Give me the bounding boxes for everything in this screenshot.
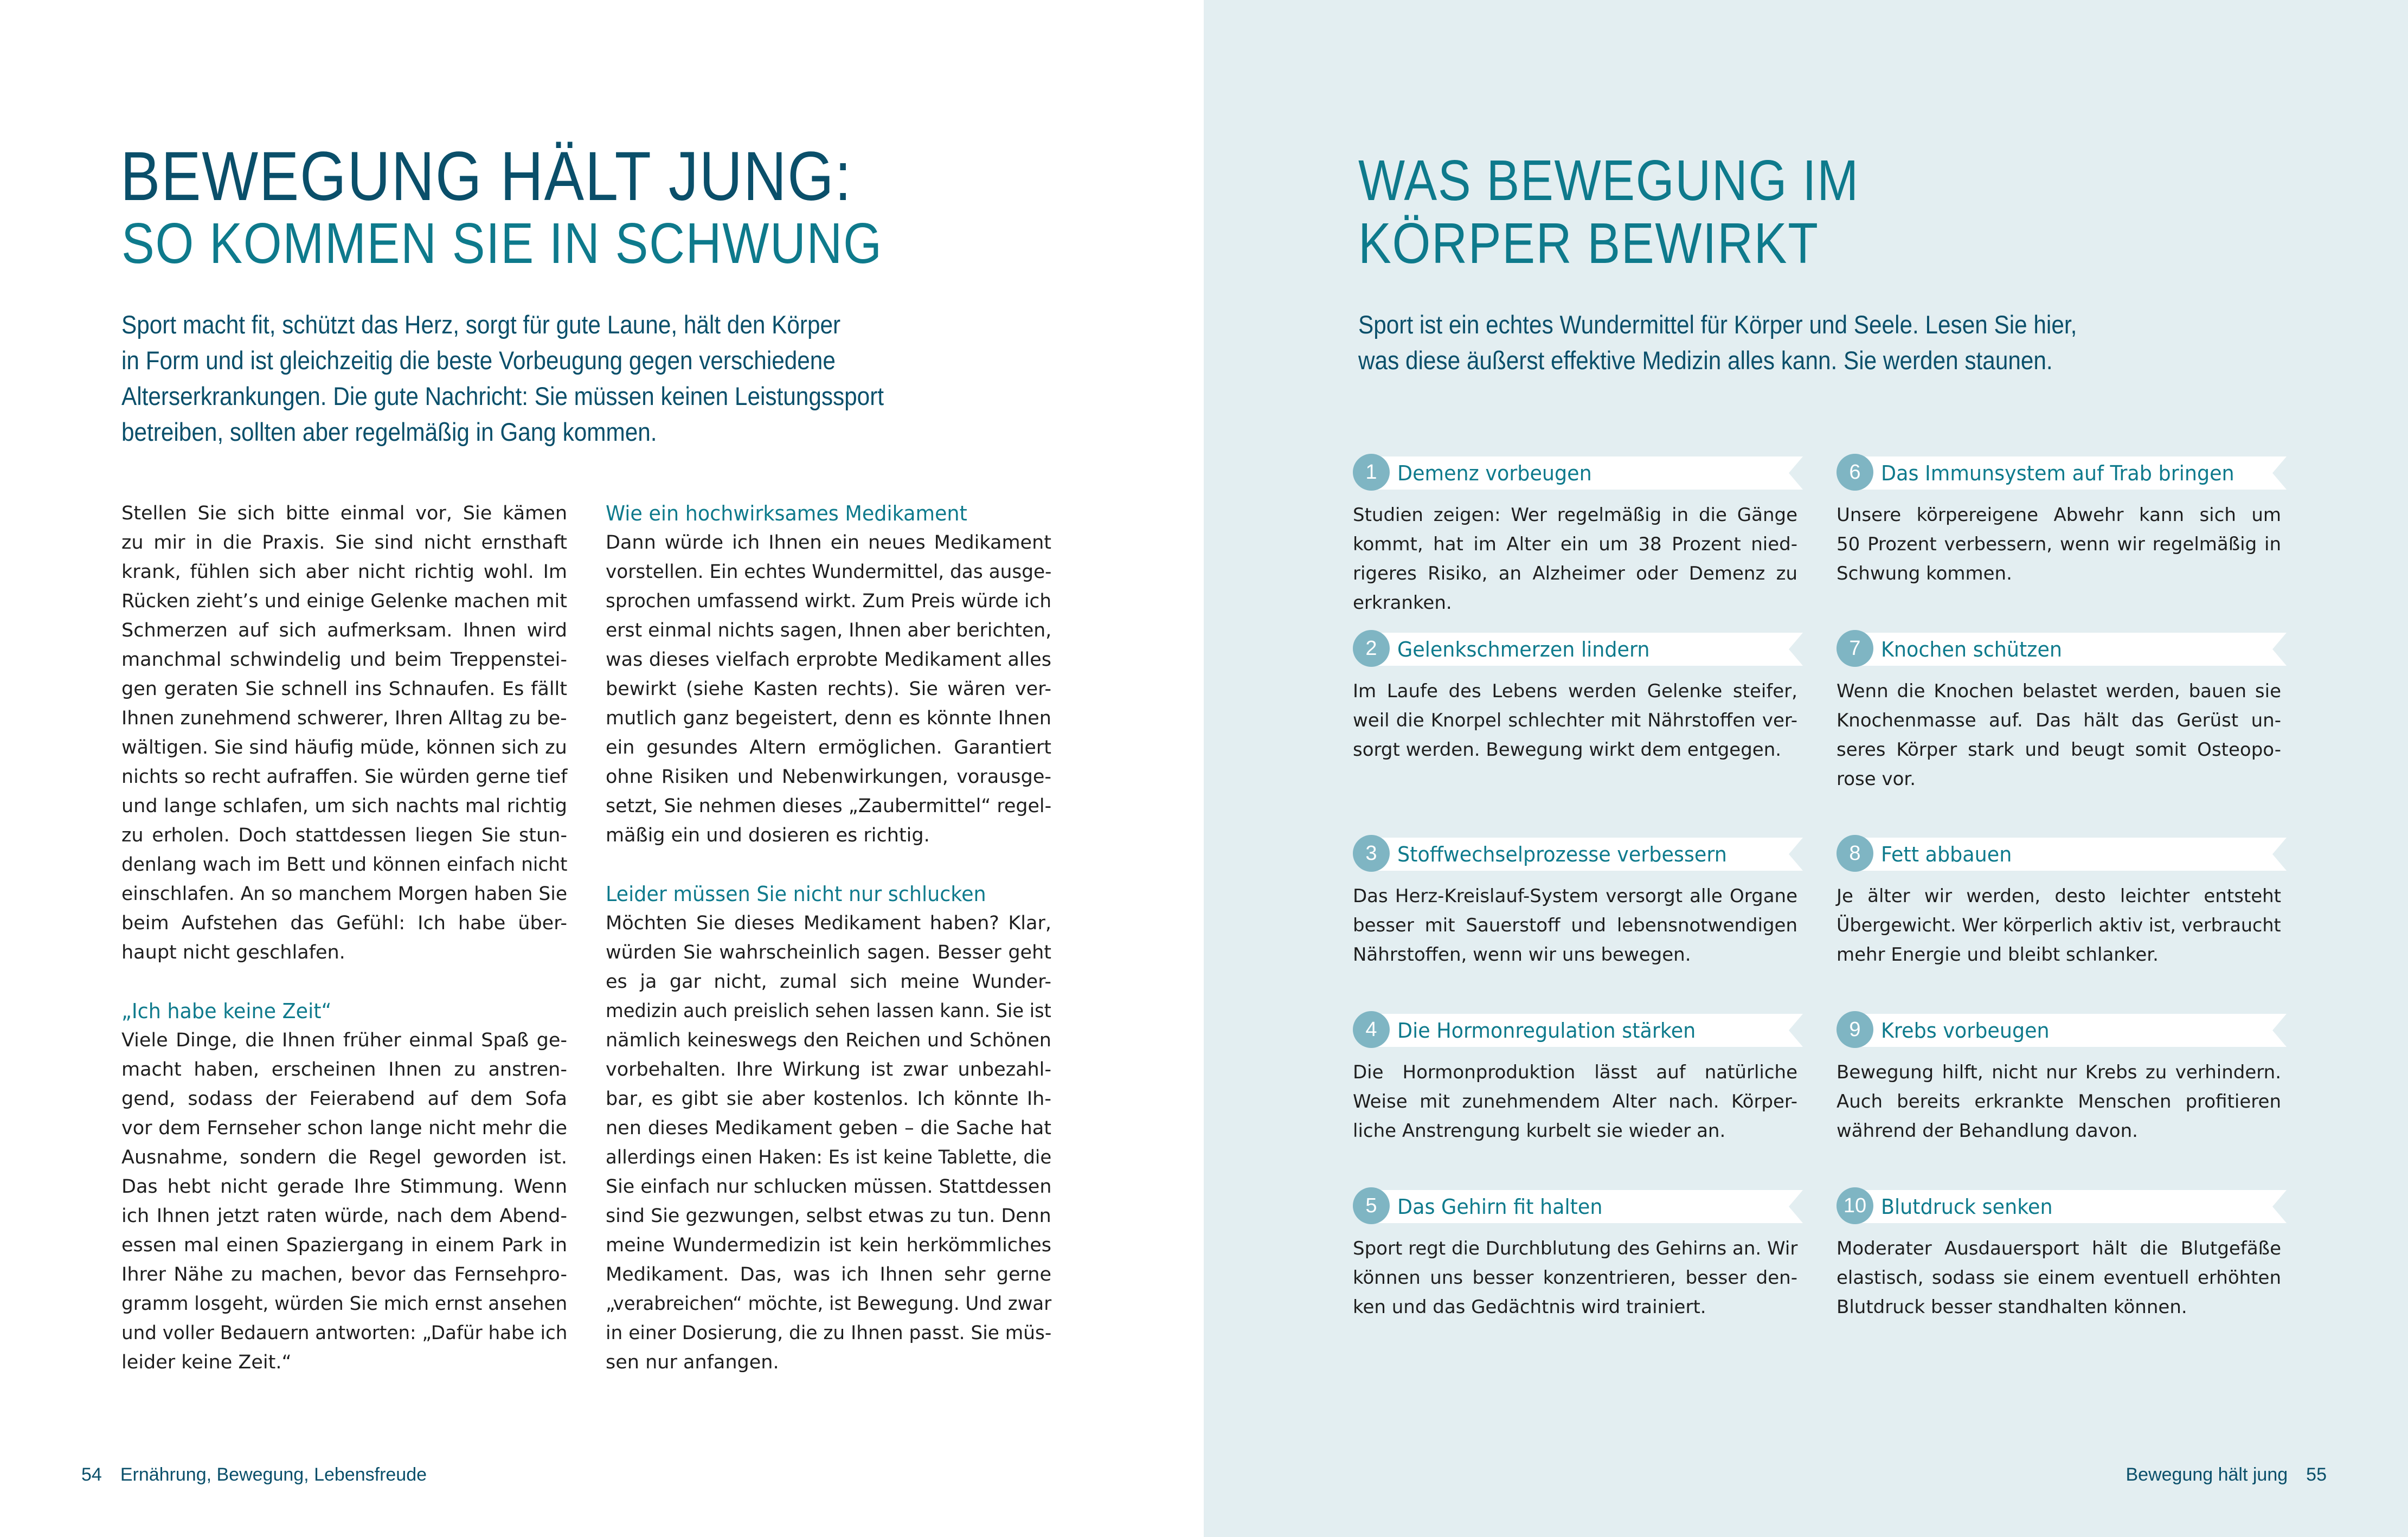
running-title: Bewegung hält jung bbox=[2126, 1464, 2288, 1485]
text-line: was dieses vielfach erprobte Medikament alles bbox=[606, 649, 1051, 671]
text-line: vor dem Fernseher schon lange nicht mehr die bbox=[121, 1117, 567, 1139]
text-line: Medikament. Das, was ich Ihnen sehr gerne bbox=[606, 1264, 1051, 1285]
text-line: es ja gar nicht, zumal sich meine Wunder- bbox=[606, 971, 1051, 993]
number-badge: 1 bbox=[1353, 454, 1390, 491]
number-badge: 10 bbox=[1836, 1187, 1873, 1224]
text-line: haupt nicht geschlafen. bbox=[121, 942, 345, 963]
text-line: mehr Energie und bleibt schlanker. bbox=[1836, 944, 2159, 966]
benefit-item bbox=[1353, 1187, 1803, 1318]
item-title: Gelenkschmerzen lindern bbox=[1397, 638, 1650, 661]
lead-line: in Form und ist gleichzeitig die beste Vorbeugung gegen verschiedene bbox=[121, 346, 836, 375]
text-line: Übergewicht. Wer körperlich aktiv ist, verbraucht bbox=[1836, 915, 2281, 936]
number-badge: 7 bbox=[1836, 630, 1873, 667]
text-line: rigeres Risiko, an Alzheimer oder Demenz zu bbox=[1353, 563, 1797, 584]
item-text bbox=[1836, 677, 2281, 794]
text-column-1 bbox=[121, 499, 567, 1377]
text-line: Wenn die Knochen belastet werden, bauen sie bbox=[1836, 680, 2281, 702]
box-title: WAS BEWEGUNG IM bbox=[1358, 149, 1859, 213]
text-line: manchmal schwindelig und beim Treppenstei- bbox=[121, 649, 567, 671]
text-line: ohne Risiken und Nebenwirkungen, vorausge- bbox=[606, 766, 1051, 788]
text-line: bar, es gibt sie aber kostenlos. Ich könnte Ih- bbox=[606, 1088, 1051, 1110]
text-line: liche Anstrengung kurbelt sie wieder an. bbox=[1353, 1120, 1726, 1142]
text-line: vorstellen. Ein echtes Wundermittel, das ausge- bbox=[606, 561, 1052, 583]
text-line: gend, sodass der Feierabend auf dem Sofa bbox=[121, 1088, 567, 1110]
text-line: einschlafen. An so manchem Morgen haben Sie bbox=[121, 883, 568, 905]
text-line: Ihnen zunehmend schwerer, Ihren Alltag zu be- bbox=[121, 708, 567, 729]
section-heading: Leider müssen Sie nicht nur schlucken bbox=[606, 882, 986, 906]
item-text bbox=[1353, 677, 1797, 764]
text-line: Studien zeigen: Wer regelmäßig in die Gänge bbox=[1353, 504, 1797, 526]
text-line: wältigen. Sie sind häufig müde, können sich zu bbox=[121, 737, 567, 758]
text-line: Dann würde ich Ihnen ein neues Medikament bbox=[606, 532, 1051, 554]
text-line: elastisch, sodass sie einem eventuell erhöhten bbox=[1836, 1267, 2281, 1289]
text-line: Ausnahme, sondern die Regel geworden ist. bbox=[121, 1147, 567, 1168]
lead-line: Alterserkrankungen. Die gute Nachricht: Sie müssen keinen Leistungssport bbox=[121, 382, 884, 410]
text-column-2 bbox=[606, 499, 1051, 1377]
lead-paragraph-left bbox=[121, 307, 1043, 450]
text-line: nämlich keineswegs den Reichen und Schönen bbox=[606, 1030, 1051, 1051]
item-banner bbox=[1353, 630, 1803, 663]
item-banner bbox=[1836, 454, 2287, 487]
text-line: Weise mit zunehmendem Alter nach. Körper- bbox=[1353, 1091, 1797, 1112]
item-title: Krebs vorbeugen bbox=[1881, 1019, 2050, 1043]
text-line: Rücken zieht’s und einige Gelenke machen mit bbox=[121, 590, 567, 612]
lead-line: Sport macht fit, schützt das Herz, sorgt für gute Laune, hält den Körper bbox=[121, 310, 841, 339]
item-banner bbox=[1353, 454, 1803, 487]
text-line: leider keine Zeit.“ bbox=[121, 1352, 292, 1373]
text-line: beim Aufstehen das Gefühl: Ich habe über- bbox=[121, 912, 567, 934]
section-heading: „Ich habe keine Zeit“ bbox=[121, 999, 332, 1023]
text-line: Im Laufe des Lebens werden Gelenke steifer, bbox=[1353, 680, 1797, 702]
item-text bbox=[1836, 500, 2281, 588]
text-line: zu mir in die Praxis. Sie sind nicht ernsthaft bbox=[121, 532, 567, 554]
text-line: Auch bereits erkrankte Menschen profitieren bbox=[1836, 1091, 2281, 1112]
item-text bbox=[1353, 1234, 1797, 1322]
item-title: Fett abbauen bbox=[1881, 843, 2012, 866]
text-line: zu erholen. Doch stattdessen liegen Sie stun- bbox=[121, 825, 567, 846]
text-line: Nährstoffen, wenn wir uns bewegen. bbox=[1353, 944, 1691, 966]
text-line: ken und das Gedächtnis wird trainiert. bbox=[1353, 1296, 1706, 1318]
item-title: Das Immunsystem auf Trab bringen bbox=[1881, 461, 2234, 485]
page-number: 55 bbox=[2306, 1464, 2327, 1485]
item-text bbox=[1836, 1058, 2281, 1146]
item-title: Das Gehirn fit halten bbox=[1397, 1195, 1603, 1219]
text-line: erst einmal nichts sagen, Ihnen aber berichten, bbox=[606, 620, 1052, 641]
page-number: 54 bbox=[81, 1464, 102, 1485]
text-line: weil die Knorpel schlechter mit Nährstoffen ver- bbox=[1353, 710, 1797, 731]
body-paragraph bbox=[121, 1026, 567, 1377]
item-banner bbox=[1836, 1011, 2287, 1044]
text-line: medizin auch preislich sehen lassen kann. Sie ist bbox=[606, 1000, 1051, 1022]
text-line: macht haben, erscheinen Ihnen zu anstren- bbox=[121, 1059, 567, 1081]
page-title: BEWEGUNG HÄLT JUNG: bbox=[120, 138, 852, 215]
text-line: mäßig ein und dosieren es richtig. bbox=[606, 825, 930, 846]
number-badge: 8 bbox=[1836, 835, 1873, 872]
text-line: sind Sie gezwungen, selbst etwas zu tun. Denn bbox=[606, 1205, 1051, 1227]
box-title-line2: KÖRPER BEWIRKT bbox=[1358, 211, 1819, 275]
number-badge: 6 bbox=[1836, 454, 1873, 491]
item-banner bbox=[1353, 1187, 1803, 1220]
text-line: sprochen umfassend wirkt. Zum Preis würde ich bbox=[606, 590, 1052, 612]
benefit-item bbox=[1836, 630, 2287, 790]
text-line: setzt, Sie nehmen dieses „Zaubermittel“ regel- bbox=[606, 795, 1052, 817]
running-title: Ernährung, Bewegung, Lebensfreude bbox=[120, 1464, 427, 1485]
text-line: „verabreichen“ möchte, ist Bewegung. Und zwar bbox=[606, 1293, 1052, 1315]
item-title: Die Hormonregulation stärken bbox=[1397, 1019, 1696, 1043]
benefit-item bbox=[1353, 1011, 1803, 1142]
text-line: Schmerzen auf sich aufmerksam. Ihnen wird bbox=[121, 620, 567, 641]
text-line: ein gesundes Altern ermöglichen. Garantiert bbox=[606, 737, 1051, 758]
text-line: würden Sie wahrscheinlich sagen. Besser geht bbox=[606, 942, 1051, 963]
text-line: rose vor. bbox=[1836, 768, 1916, 790]
lead-line: Sport ist ein echtes Wundermittel für Körper und Seele. Lesen Sie hier, bbox=[1358, 310, 2077, 339]
text-line: Das Herz-Kreislauf-System versorgt alle Organe bbox=[1353, 885, 1797, 907]
text-line: Unsere körpereigene Abwehr kann sich um bbox=[1836, 504, 2281, 526]
page-subtitle: SO KOMMEN SIE IN SCHWUNG bbox=[121, 211, 883, 275]
item-title: Demenz vorbeugen bbox=[1397, 461, 1592, 485]
text-line: sen nur anfangen. bbox=[606, 1352, 779, 1373]
text-line: Knochenmasse auf. Das hält das Gerüst un- bbox=[1836, 710, 2281, 731]
lead-line: betreiben, sollten aber regelmäßig in Gang kommen. bbox=[121, 417, 657, 446]
item-text bbox=[1353, 500, 1797, 618]
item-banner bbox=[1836, 1187, 2287, 1220]
lead-line: was diese äußerst effektive Medizin alles kann. Sie werden staunen. bbox=[1358, 346, 2053, 375]
text-line: Moderater Ausdauersport hält die Blutgefäße bbox=[1836, 1238, 2281, 1259]
text-line: und lange schlafen, um sich nachts mal richtig bbox=[121, 795, 567, 817]
text-line: nichts so recht aufraffen. Sie würden gerne tief bbox=[121, 766, 568, 788]
item-text bbox=[1836, 882, 2281, 969]
benefit-item bbox=[1353, 630, 1803, 761]
benefit-item bbox=[1353, 835, 1803, 966]
text-line: krank, fühlen sich aber nicht richtig wohl. Im bbox=[121, 561, 567, 583]
text-line: ich Ihnen jetzt raten würde, nach dem Abend- bbox=[121, 1205, 567, 1227]
text-line: Ihrer Nähe zu machen, bevor das Fernsehpro- bbox=[121, 1264, 567, 1285]
number-badge: 3 bbox=[1353, 835, 1390, 872]
text-line: gramm losgeht, würden Sie mich ernst ansehen bbox=[121, 1293, 568, 1315]
number-badge: 9 bbox=[1836, 1011, 1873, 1048]
text-line: Viele Dinge, die Ihnen früher einmal Spaß ge- bbox=[121, 1030, 567, 1051]
text-line: besser mit Sauerstoff und lebensnotwendigen bbox=[1353, 915, 1797, 936]
text-line: Je älter wir werden, desto leichter entsteht bbox=[1836, 885, 2281, 907]
text-line: vorbehalten. Ihre Wirkung ist zwar unbezahl- bbox=[606, 1059, 1051, 1081]
item-text bbox=[1353, 882, 1797, 969]
benefit-item bbox=[1836, 1011, 2287, 1142]
item-banner bbox=[1836, 630, 2287, 663]
section-heading: Wie ein hochwirksames Medikament bbox=[606, 501, 967, 525]
text-line: und voller Bedauern antworten: „Dafür habe ich bbox=[121, 1322, 568, 1344]
text-line: Sport regt die Durchblutung des Gehirns an. Wir bbox=[1353, 1238, 1798, 1259]
text-line: während der Behandlung davon. bbox=[1836, 1120, 2138, 1142]
text-line: mutlich ganz begeistert, denn es könnte Ihnen bbox=[606, 708, 1051, 729]
text-line: meine Wundermedizin ist kein herkömmliches bbox=[606, 1234, 1051, 1256]
text-line: essen mal einen Spaziergang in einem Park in bbox=[121, 1234, 567, 1256]
text-line: seres Körper stark und beugt somit Osteopo- bbox=[1836, 739, 2281, 761]
text-line: sorgt werden. Bewegung wirkt dem entgegen. bbox=[1353, 739, 1782, 761]
text-line: bewirkt (siehe Kasten rechts). Sie wären ver- bbox=[606, 678, 1051, 700]
benefit-item bbox=[1836, 1187, 2287, 1318]
item-title: Blutdruck senken bbox=[1881, 1195, 2053, 1219]
lead-paragraph-right bbox=[1358, 307, 2248, 378]
number-badge: 2 bbox=[1353, 630, 1390, 667]
footer-right bbox=[2126, 1464, 2327, 1485]
body-paragraph bbox=[121, 499, 567, 967]
text-line: Möchten Sie dieses Medikament haben? Klar, bbox=[606, 912, 1051, 934]
text-line: kommt, hat im Alter ein um 38 Prozent nied- bbox=[1353, 533, 1797, 555]
item-banner bbox=[1353, 1011, 1803, 1044]
text-line: Bewegung hilft, nicht nur Krebs zu verhindern. bbox=[1836, 1062, 2281, 1083]
body-paragraph bbox=[606, 528, 1051, 850]
text-line: Blutdruck besser standhalten können. bbox=[1836, 1296, 2187, 1318]
benefit-item bbox=[1353, 454, 1803, 614]
text-line: Sie einfach nur schlucken müssen. Stattdessen bbox=[606, 1176, 1052, 1198]
text-line: in einer Dosierung, die zu Ihnen passt. Sie müs- bbox=[606, 1322, 1052, 1344]
item-banner bbox=[1353, 835, 1803, 868]
item-title: Stoffwechselprozesse verbessern bbox=[1397, 843, 1727, 866]
text-line: erkranken. bbox=[1353, 592, 1452, 614]
body-paragraph bbox=[606, 909, 1051, 1377]
text-line: Die Hormonproduktion lässt auf natürliche bbox=[1353, 1062, 1797, 1083]
footer-left bbox=[81, 1464, 427, 1485]
text-line: Schwung kommen. bbox=[1836, 563, 2012, 584]
item-title: Knochen schützen bbox=[1881, 638, 2063, 661]
text-line: gen geraten Sie schnell ins Schnaufen. Es fällt bbox=[121, 678, 567, 700]
benefit-item bbox=[1836, 454, 2287, 584]
text-line: 50 Prozent verbessern, wenn wir regelmäßig in bbox=[1836, 533, 2281, 555]
item-text bbox=[1353, 1058, 1797, 1146]
item-banner bbox=[1836, 835, 2287, 868]
text-line: Stellen Sie sich bitte einmal vor, Sie kämen bbox=[121, 503, 567, 524]
text-line: Das hebt nicht gerade Ihre Stimmung. Wenn bbox=[121, 1176, 567, 1198]
number-badge: 4 bbox=[1353, 1011, 1390, 1048]
benefit-item bbox=[1836, 835, 2287, 966]
number-badge: 5 bbox=[1353, 1187, 1390, 1224]
text-line: können uns besser konzentrieren, besser den- bbox=[1353, 1267, 1797, 1289]
item-text bbox=[1836, 1234, 2281, 1322]
text-line: denlang wach im Bett und können einfach nicht bbox=[121, 854, 568, 876]
text-line: nen dieses Medikament geben – die Sache hat bbox=[606, 1117, 1051, 1139]
text-line: allerdings einen Haken: Es ist keine Tablette, die bbox=[606, 1147, 1052, 1168]
